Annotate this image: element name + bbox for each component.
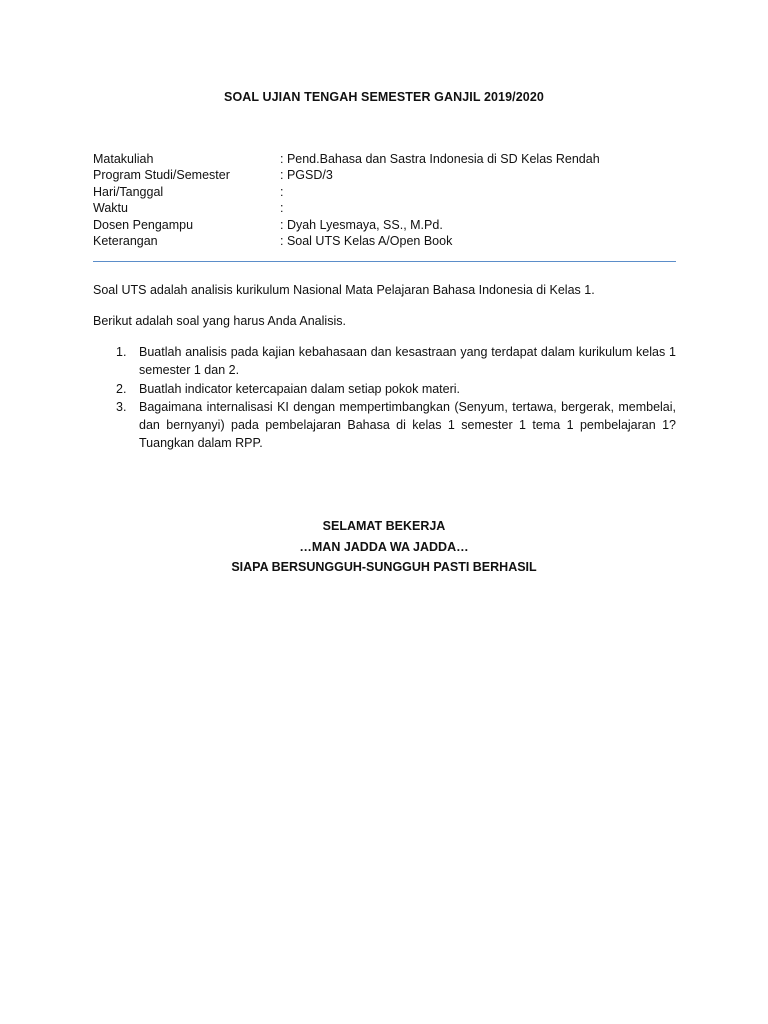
info-value: : Dyah Lyesmaya, SS., M.Pd.	[280, 217, 443, 232]
info-row-dosen	[93, 217, 683, 233]
info-value: : PGSD/3	[280, 168, 333, 183]
info-value: : Soal UTS Kelas A/Open Book	[280, 233, 453, 248]
question-text: Buatlah indicator ketercapaian dalam setiap pokok materi.	[139, 381, 461, 396]
question-number: 3.	[116, 399, 127, 414]
question-item-1	[116, 343, 676, 380]
info-row-matakuliah	[93, 151, 683, 167]
info-label: Hari/Tanggal	[93, 184, 164, 199]
question-item-2	[116, 380, 676, 398]
question-text: Bagaimana internalisasi KI dengan mempertimbangkan (Senyum, tertawa, bergerak, membelai, dan bernyanyi) pada pembelajaran Bahasa di kelas 1 semester 1 tema 1 pembelajaran 1? Tuangkan dalam RPP.	[139, 399, 676, 451]
closing-line-3: SIAPA BERSUNGGUH-SUNGGUH PASTI BERHASIL	[231, 560, 537, 574]
question-number: 2.	[116, 381, 127, 396]
info-label: Waktu	[93, 201, 128, 216]
info-label: Keterangan	[93, 233, 158, 248]
course-info-table	[93, 151, 683, 249]
info-value: :	[280, 184, 284, 199]
info-label: Matakuliah	[93, 152, 154, 166]
closing-line-1: SELAMAT BEKERJA	[322, 519, 446, 533]
header-divider	[93, 261, 676, 262]
info-row-keterangan	[93, 233, 683, 249]
info-value: :	[280, 201, 284, 216]
question-number: 1.	[116, 345, 127, 359]
question-list	[116, 343, 676, 453]
closing-message	[0, 516, 768, 578]
question-item-3	[116, 398, 676, 453]
instruction-paragraph: Berikut adalah soal yang harus Anda Analisis.	[93, 314, 346, 328]
info-value: : Pend.Bahasa dan Sastra Indonesia di SD Kelas Rendah	[280, 152, 600, 166]
info-row-hari-tanggal	[93, 184, 683, 200]
closing-line-2: …MAN JADDA WA JADDA…	[299, 539, 469, 554]
document-title: SOAL UJIAN TENGAH SEMESTER GANJIL 2019/2020	[224, 90, 544, 104]
info-row-waktu	[93, 200, 683, 216]
question-text: Buatlah analisis pada kajian kebahasaan dan kesastraan yang terdapat dalam kurikulum kelas 1 semester 1 dan 2.	[139, 345, 676, 378]
info-label: Dosen Pengampu	[93, 217, 194, 232]
intro-paragraph: Soal UTS adalah analisis kurikulum Nasional Mata Pelajaran Bahasa Indonesia di Kelas 1.	[93, 283, 595, 297]
info-row-program-studi	[93, 167, 683, 183]
info-label: Program Studi/Semester	[93, 168, 230, 183]
